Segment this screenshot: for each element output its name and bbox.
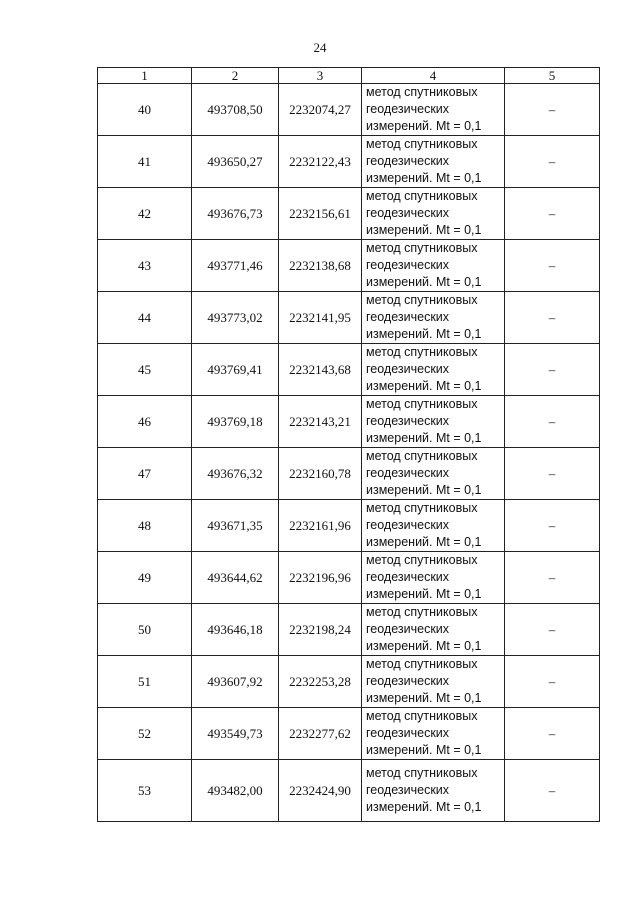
method-line-1: метод спутниковых <box>366 657 478 671</box>
method-line-3: измерений. Mt = 0,1 <box>366 483 482 497</box>
point-number: 44 <box>98 292 192 344</box>
method-description <box>362 84 505 136</box>
coordinate-y: 2232122,43 <box>279 136 362 188</box>
coordinate-x: 493771,46 <box>192 240 279 292</box>
coordinate-x: 493607,92 <box>192 656 279 708</box>
table-row <box>98 708 600 760</box>
table-header-row <box>98 68 600 84</box>
point-number: 49 <box>98 552 192 604</box>
method-description <box>362 448 505 500</box>
coordinate-y: 2232277,62 <box>279 708 362 760</box>
method-line-3: измерений. Mt = 0,1 <box>366 327 482 341</box>
method-line-3: измерений. Mt = 0,1 <box>366 379 482 393</box>
coordinate-x: 493646,18 <box>192 604 279 656</box>
coordinate-x: 493769,18 <box>192 396 279 448</box>
method-description <box>362 240 505 292</box>
coordinate-y: 2232253,28 <box>279 656 362 708</box>
method-line-2: геодезических <box>366 783 450 797</box>
column-header-5: 5 <box>505 68 600 84</box>
coordinate-y: 2232138,68 <box>279 240 362 292</box>
column-header-3: 3 <box>279 68 362 84</box>
table-row <box>98 604 600 656</box>
column-header-1: 1 <box>98 68 192 84</box>
table-row <box>98 396 600 448</box>
coordinate-x: 493650,27 <box>192 136 279 188</box>
point-number: 50 <box>98 604 192 656</box>
table-row <box>98 136 600 188</box>
method-line-3: измерений. Mt = 0,1 <box>366 691 482 705</box>
note-dash: – <box>505 760 600 822</box>
table-row <box>98 500 600 552</box>
method-line-2: геодезических <box>366 362 450 376</box>
method-description <box>362 396 505 448</box>
table-row <box>98 292 600 344</box>
method-line-3: измерений. Mt = 0,1 <box>366 587 482 601</box>
point-number: 45 <box>98 344 192 396</box>
method-description <box>362 552 505 604</box>
coordinate-y: 2232161,96 <box>279 500 362 552</box>
method-line-2: геодезических <box>366 258 450 272</box>
method-line-3: измерений. Mt = 0,1 <box>366 431 482 445</box>
method-line-2: геодезических <box>366 414 450 428</box>
note-dash: – <box>505 344 600 396</box>
method-line-2: геодезических <box>366 622 450 636</box>
method-line-1: метод спутниковых <box>366 709 478 723</box>
method-line-1: метод спутниковых <box>366 85 478 99</box>
method-line-1: метод спутниковых <box>366 241 478 255</box>
method-line-3: измерений. Mt = 0,1 <box>366 171 482 185</box>
method-line-1: метод спутниковых <box>366 345 478 359</box>
method-line-3: измерений. Mt = 0,1 <box>366 275 482 289</box>
method-line-2: геодезических <box>366 518 450 532</box>
coordinate-y: 2232156,61 <box>279 188 362 240</box>
method-line-1: метод спутниковых <box>366 137 478 151</box>
note-dash: – <box>505 84 600 136</box>
coordinate-y: 2232141,95 <box>279 292 362 344</box>
table-row <box>98 760 600 822</box>
coordinate-x: 493549,73 <box>192 708 279 760</box>
method-line-1: метод спутниковых <box>366 397 478 411</box>
table-row <box>98 552 600 604</box>
method-line-1: метод спутниковых <box>366 553 478 567</box>
method-description <box>362 136 505 188</box>
method-description <box>362 656 505 708</box>
note-dash: – <box>505 656 600 708</box>
column-header-2: 2 <box>192 68 279 84</box>
method-description <box>362 604 505 656</box>
method-description <box>362 292 505 344</box>
method-line-1: метод спутниковых <box>366 189 478 203</box>
method-line-2: геодезических <box>366 206 450 220</box>
point-number: 47 <box>98 448 192 500</box>
method-line-2: геодезических <box>366 466 450 480</box>
coordinate-x: 493773,02 <box>192 292 279 344</box>
note-dash: – <box>505 708 600 760</box>
coordinate-y: 2232196,96 <box>279 552 362 604</box>
coordinate-y: 2232198,24 <box>279 604 362 656</box>
coordinate-y: 2232074,27 <box>279 84 362 136</box>
column-header-4: 4 <box>362 68 505 84</box>
table-row <box>98 188 600 240</box>
note-dash: – <box>505 448 600 500</box>
point-number: 51 <box>98 656 192 708</box>
coordinate-y: 2232143,68 <box>279 344 362 396</box>
method-line-3: измерений. Mt = 0,1 <box>366 223 482 237</box>
point-number: 52 <box>98 708 192 760</box>
method-line-2: геодезических <box>366 102 450 116</box>
point-number: 40 <box>98 84 192 136</box>
point-number: 43 <box>98 240 192 292</box>
table-row <box>98 344 600 396</box>
table-row <box>98 240 600 292</box>
coordinate-x: 493708,50 <box>192 84 279 136</box>
point-number: 41 <box>98 136 192 188</box>
method-line-2: геодезических <box>366 154 450 168</box>
point-number: 53 <box>98 760 192 822</box>
method-line-3: измерений. Mt = 0,1 <box>366 743 482 757</box>
coordinate-y: 2232160,78 <box>279 448 362 500</box>
method-line-1: метод спутниковых <box>366 449 478 463</box>
method-line-3: измерений. Mt = 0,1 <box>366 639 482 653</box>
table-row <box>98 656 600 708</box>
note-dash: – <box>505 396 600 448</box>
page-number: 24 <box>313 40 327 55</box>
method-description <box>362 188 505 240</box>
table-row <box>98 448 600 500</box>
coordinate-y: 2232424,90 <box>279 760 362 822</box>
coordinate-x: 493769,41 <box>192 344 279 396</box>
note-dash: – <box>505 604 600 656</box>
method-line-1: метод спутниковых <box>366 293 478 307</box>
coordinate-x: 493671,35 <box>192 500 279 552</box>
note-dash: – <box>505 500 600 552</box>
point-number: 46 <box>98 396 192 448</box>
note-dash: – <box>505 240 600 292</box>
method-line-3: измерений. Mt = 0,1 <box>366 535 482 549</box>
method-line-1: метод спутниковых <box>366 766 478 780</box>
coordinate-y: 2232143,21 <box>279 396 362 448</box>
note-dash: – <box>505 292 600 344</box>
note-dash: – <box>505 188 600 240</box>
method-line-3: измерений. Mt = 0,1 <box>366 119 482 133</box>
method-description <box>362 344 505 396</box>
method-line-2: геодезических <box>366 674 450 688</box>
method-line-1: метод спутниковых <box>366 605 478 619</box>
coordinates-table <box>97 67 600 822</box>
method-line-1: метод спутниковых <box>366 501 478 515</box>
note-dash: – <box>505 136 600 188</box>
method-line-2: геодезических <box>366 570 450 584</box>
method-description <box>362 500 505 552</box>
coordinate-x: 493676,32 <box>192 448 279 500</box>
note-dash: – <box>505 552 600 604</box>
point-number: 48 <box>98 500 192 552</box>
coordinate-x: 493676,73 <box>192 188 279 240</box>
method-line-2: геодезических <box>366 310 450 324</box>
method-line-3: измерений. Mt = 0,1 <box>366 800 482 814</box>
point-number: 42 <box>98 188 192 240</box>
coordinate-x: 493482,00 <box>192 760 279 822</box>
method-line-2: геодезических <box>366 726 450 740</box>
coordinate-x: 493644,62 <box>192 552 279 604</box>
table-row <box>98 84 600 136</box>
method-description <box>362 760 505 822</box>
method-description <box>362 708 505 760</box>
